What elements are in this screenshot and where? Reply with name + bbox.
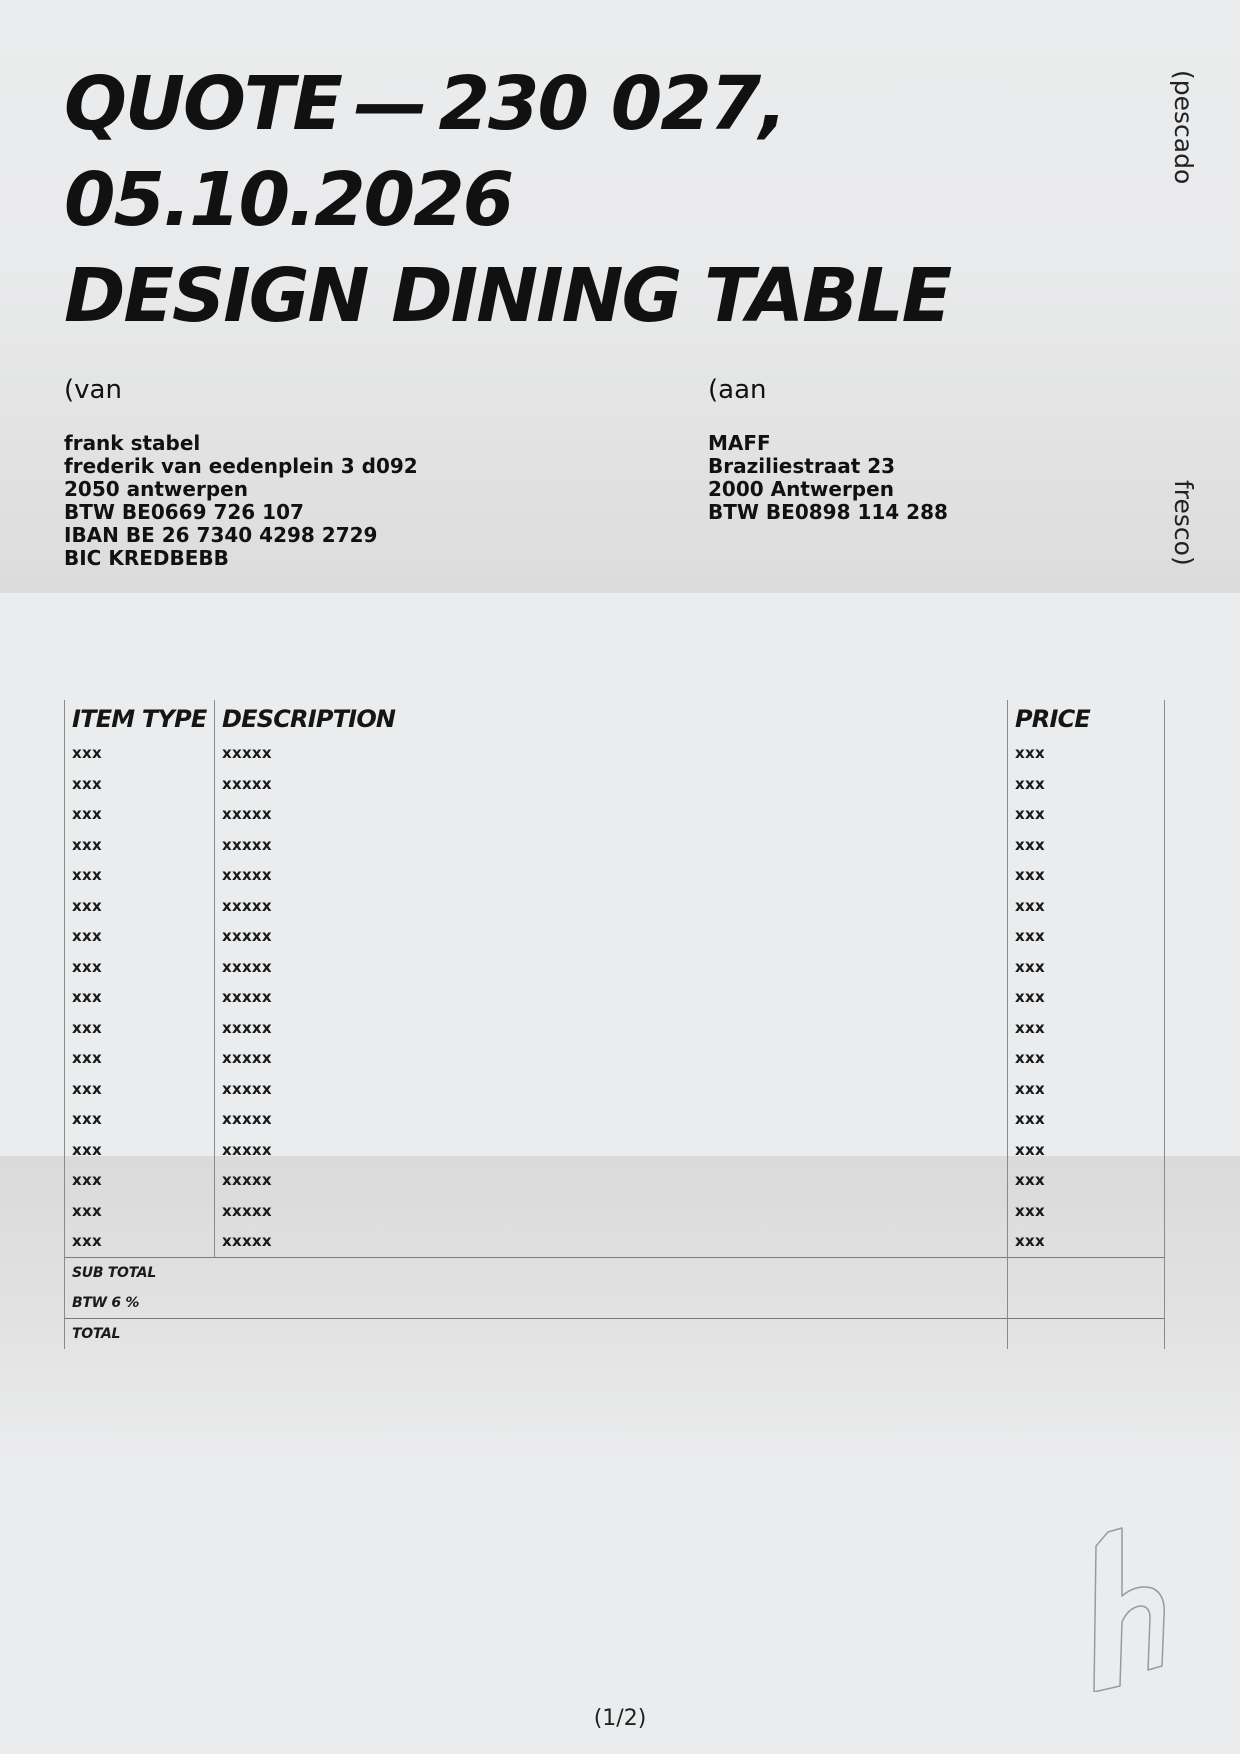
price-cell: xxx <box>1008 1135 1165 1166</box>
description-cell: xxxxx <box>215 860 1008 891</box>
item-type-cell: xxx <box>65 1104 215 1135</box>
item-type-cell: xxx <box>65 1043 215 1074</box>
price-cell: xxx <box>1008 799 1165 830</box>
table-body <box>65 738 1165 1257</box>
description-cell: xxxxx <box>215 1043 1008 1074</box>
description-cell: xxxxx <box>215 982 1008 1013</box>
description-cell: xxxxx <box>215 921 1008 952</box>
from-address <box>64 432 418 570</box>
price-cell: xxx <box>1008 891 1165 922</box>
description-cell: xxxxx <box>215 799 1008 830</box>
item-type-cell: xxx <box>65 1165 215 1196</box>
to-address-line: Braziliestraat 23 <box>708 454 896 478</box>
to-address <box>708 432 948 524</box>
price-cell: xxx <box>1008 1043 1165 1074</box>
vat-label: BTW 6 % <box>65 1288 1008 1319</box>
item-type-cell: xxx <box>65 1013 215 1044</box>
price-cell: xxx <box>1008 982 1165 1013</box>
description-cell: xxxxx <box>215 830 1008 861</box>
letter-h-logo-icon <box>1088 1526 1168 1692</box>
price-cell: xxx <box>1008 952 1165 983</box>
table-row <box>65 1135 1165 1166</box>
quote-table <box>64 700 1165 1349</box>
total-label: TOTAL <box>65 1318 1008 1349</box>
description-cell: xxxxx <box>215 1074 1008 1105</box>
header-description: DESCRIPTION <box>215 700 1008 738</box>
title-line: DESIGN DINING TABLE <box>64 253 951 339</box>
from-address-line: BTW BE0669 726 107 <box>64 500 304 524</box>
item-type-cell: xxx <box>65 738 215 769</box>
total-row <box>65 1318 1165 1349</box>
table-row <box>65 1074 1165 1105</box>
item-type-cell: xxx <box>65 1196 215 1227</box>
from-address-line: frank stabel <box>64 431 201 455</box>
table-row <box>65 1104 1165 1135</box>
description-cell: xxxxx <box>215 738 1008 769</box>
table-row <box>65 952 1165 983</box>
item-type-cell: xxx <box>65 1135 215 1166</box>
description-cell: xxxxx <box>215 1226 1008 1257</box>
subtotal-row <box>65 1257 1165 1288</box>
description-cell: xxxxx <box>215 1104 1008 1135</box>
title-line: QUOTE — 230 027, <box>64 61 786 147</box>
to-address-line: MAFF <box>708 431 771 455</box>
to-address-line: 2000 Antwerpen <box>708 477 894 501</box>
subtotal-value <box>1008 1257 1165 1288</box>
table-row <box>65 738 1165 769</box>
price-cell: xxx <box>1008 1074 1165 1105</box>
description-cell: xxxxx <box>215 1135 1008 1166</box>
header-item-type: ITEM TYPE <box>65 700 215 738</box>
table-row <box>65 769 1165 800</box>
price-cell: xxx <box>1008 1226 1165 1257</box>
description-cell: xxxxx <box>215 891 1008 922</box>
from-address-line: IBAN BE 26 7340 4298 2729 <box>64 523 378 547</box>
vat-row <box>65 1288 1165 1319</box>
to-address-line: BTW BE0898 114 288 <box>708 500 948 524</box>
item-type-cell: xxx <box>65 799 215 830</box>
description-cell: xxxxx <box>215 1013 1008 1044</box>
price-cell: xxx <box>1008 1165 1165 1196</box>
table-row <box>65 891 1165 922</box>
price-cell: xxx <box>1008 1104 1165 1135</box>
price-cell: xxx <box>1008 1196 1165 1227</box>
description-cell: xxxxx <box>215 1165 1008 1196</box>
vat-value <box>1008 1288 1165 1319</box>
table-row <box>65 921 1165 952</box>
price-cell: xxx <box>1008 921 1165 952</box>
item-type-cell: xxx <box>65 1074 215 1105</box>
item-type-cell: xxx <box>65 982 215 1013</box>
price-cell: xxx <box>1008 1013 1165 1044</box>
price-cell: xxx <box>1008 860 1165 891</box>
subtotal-label: SUB TOTAL <box>65 1257 1008 1288</box>
from-address-line: frederik van eedenplein 3 d092 <box>64 454 418 478</box>
price-cell: xxx <box>1008 830 1165 861</box>
side-text-top: (pescado <box>1169 70 1198 185</box>
from-address-line: BIC KREDBEBB <box>64 546 229 570</box>
table-row <box>65 1196 1165 1227</box>
table-row <box>65 860 1165 891</box>
description-cell: xxxxx <box>215 1196 1008 1227</box>
item-type-cell: xxx <box>65 769 215 800</box>
table-row <box>65 1226 1165 1257</box>
table-row <box>65 799 1165 830</box>
table-row <box>65 1165 1165 1196</box>
total-value <box>1008 1318 1165 1349</box>
table-row <box>65 982 1165 1013</box>
item-type-cell: xxx <box>65 860 215 891</box>
item-type-cell: xxx <box>65 921 215 952</box>
item-type-cell: xxx <box>65 1226 215 1257</box>
from-heading: (van <box>64 375 122 405</box>
title-line: 05.10.2026 <box>64 157 513 243</box>
page-number: (1/2) <box>593 1706 647 1731</box>
item-type-cell: xxx <box>65 952 215 983</box>
table-row <box>65 1043 1165 1074</box>
table-header-row <box>65 700 1165 738</box>
item-type-cell: xxx <box>65 891 215 922</box>
description-cell: xxxxx <box>215 769 1008 800</box>
quote-title <box>64 56 950 344</box>
table-row <box>65 830 1165 861</box>
price-cell: xxx <box>1008 769 1165 800</box>
description-cell: xxxxx <box>215 952 1008 983</box>
from-address-line: 2050 antwerpen <box>64 477 248 501</box>
side-text-bottom: fresco) <box>1169 480 1198 566</box>
to-heading: (aan <box>708 375 767 405</box>
header-price: PRICE <box>1008 700 1165 738</box>
item-type-cell: xxx <box>65 830 215 861</box>
table-row <box>65 1013 1165 1044</box>
price-cell: xxx <box>1008 738 1165 769</box>
